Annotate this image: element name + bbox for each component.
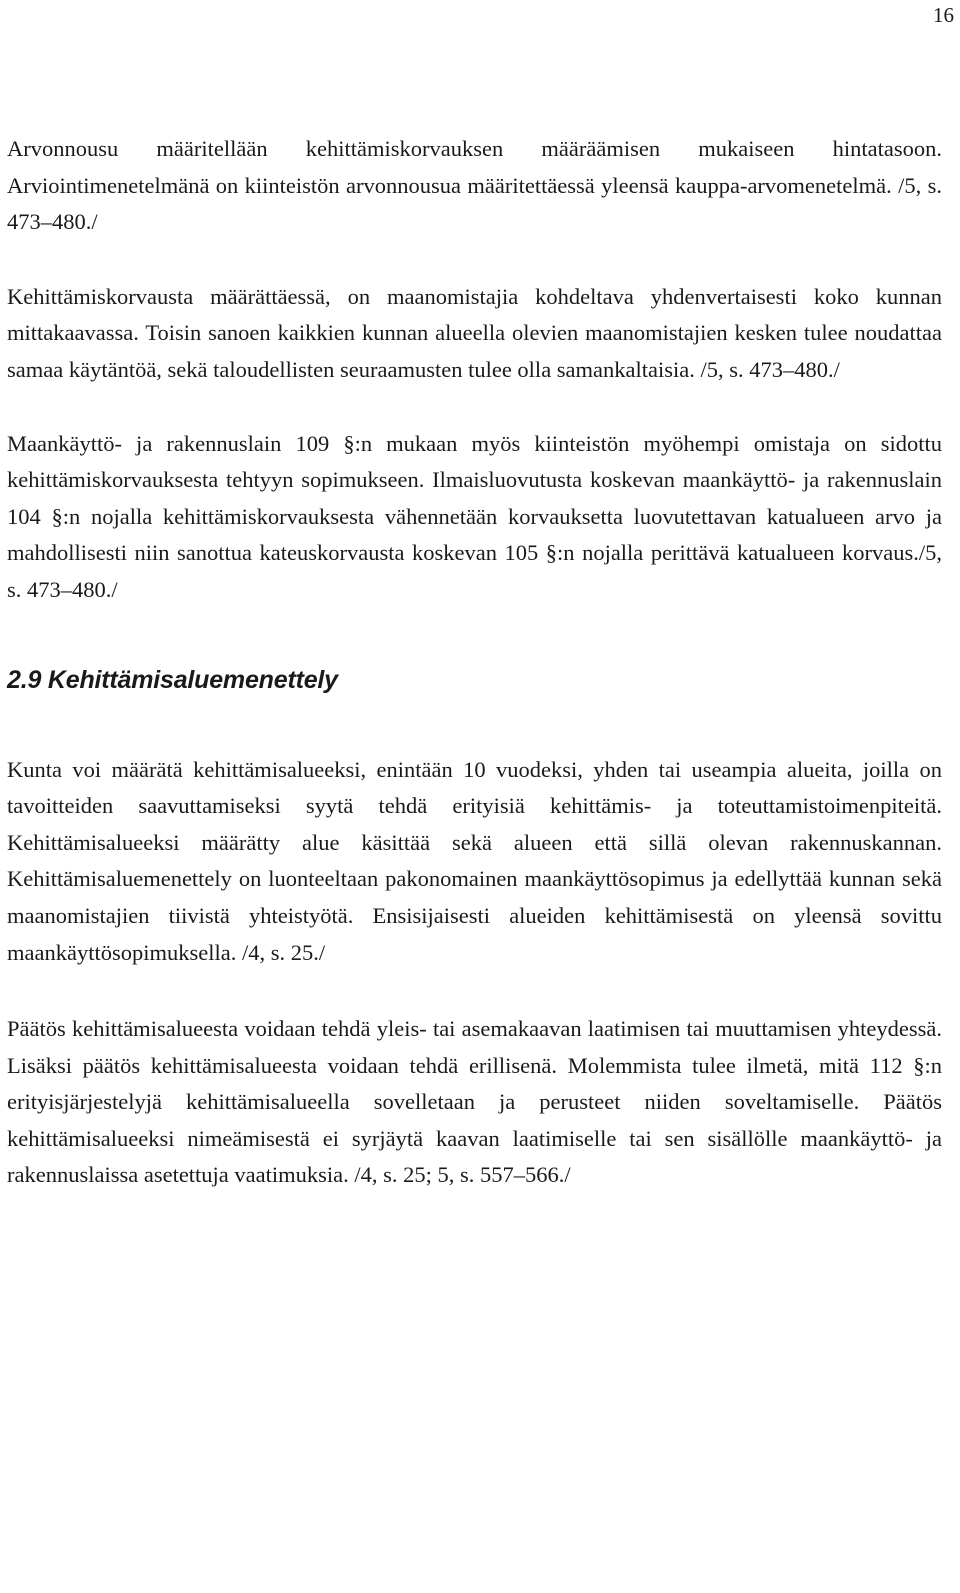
section-heading: 2.9 Kehittämisaluemenettely — [7, 665, 338, 694]
paragraph-maankaytto-109: Maankäyttö- ja rakennuslain 109 §:n mukaan myös kiinteistön myöhempi omistaja on sidottu kehittämiskorvauksesta tehtyyn sopimukseen. Ilmaisluovutusta koskevan maankäyttö- ja rakennuslain 104 §:n nojalla kehittämiskorvauksesta vähennetään korvauksetta luovutettavan katualueen arvo ja mahdollisesti niin sanottua kateuskorvausta koskevan 105 §:n nojalla perittävä katualueen korvaus./5, s. 473–480./ — [7, 430, 942, 602]
document-body — [7, 131, 942, 1194]
paragraph-kehittamisalue-paatos: Päätös kehittämisalueesta voidaan tehdä yleis- tai asemakaavan laatimisen tai muuttamisen yhteydessä. Lisäksi päätös kehittämisalueesta voidaan tehdä erillisenä. Molemmista tulee ilmetä, mitä 112 §:n erityisjärjestelyjä kehittämisalueella sovelletaan ja perusteet niiden soveltamiselle. Päätös kehittämisalueeksi nimeämisestä ei syrjäytä kaavan laatimiselle tai sen sisällölle maankäyttö- ja rakennuslaissa asetettuja vaatimuksia. /4, s. 25; 5, s. 557–566./ — [7, 1016, 942, 1188]
page-number: 16 — [933, 3, 954, 27]
paragraph-kehittamiskorvaus-tasapuolisuus: Kehittämiskorvausta määrättäessä, on maanomistajia kohdeltava yhdenvertaisesti koko kunnan mittakaavassa. Toisin sanoen kaikkien kunnan alueella olevien maanomistajien kesken tulee noudattaa samaa käytäntöä, sekä taloudellisten seuraamusten tulee olla samankaltaisia. /5, s. 473–480./ — [7, 283, 942, 382]
paragraph-kehittamisalue-maaraaminen: Kunta voi määrätä kehittämisalueeksi, enintään 10 vuodeksi, yhden tai useampia alueita, joilla on tavoitteiden saavuttamiseksi syytä tehdä erityisiä kehittämis- ja toteuttamistoimenpiteitä. Kehittämisalueeksi määrätty alue käsittää sekä alueen että sillä olevan rakennuskannan. Kehittämisaluemenettely on luonteeltaan pakonomainen maankäyttösopimus ja edellyttää kunnan sekä maanomistajien tiivistä yhteistyötä. Ensisijaisesti alueiden kehittämisestä on yleensä sovittu maankäyttösopimuksella. /4, s. 25./ — [7, 756, 942, 965]
paragraph-arvonnousu: Arvonnousu määritellään kehittämiskorvauksen määräämisen mukaiseen hintatasoon. Arviointimenetelmänä on kiinteistön arvonnousua määritettäessä yleensä kauppa-arvomenetelmä. /5, s. 473–480./ — [7, 136, 942, 235]
